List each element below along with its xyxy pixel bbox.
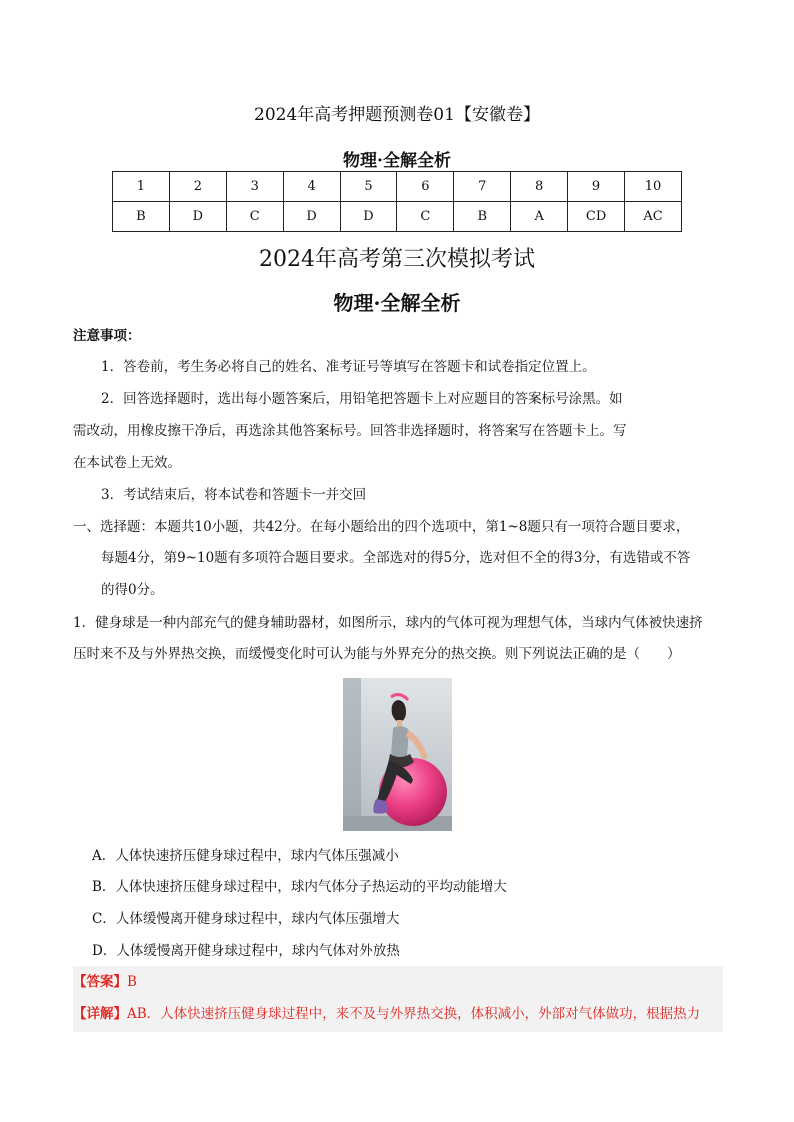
answer-key-number: 1 [113, 172, 170, 202]
answer-key-answer: B [113, 202, 170, 232]
paper-subtitle: 物理·全解全析 [343, 151, 451, 171]
answer-key-answer: B [454, 202, 511, 232]
answer-value: B [127, 974, 137, 990]
option-d: D．人体缓慢离开健身球过程中，球内气体对外放热 [92, 943, 400, 959]
answer-key-answer-row [113, 202, 682, 232]
answer-key-number: 3 [226, 172, 283, 202]
fitness-ball-photo [343, 678, 452, 831]
option-a: A．人体快速挤压健身球过程中，球内气体压强减小 [92, 848, 399, 864]
exam-title: 2024年高考第三次模拟考试 [259, 247, 535, 272]
note-item: 1．答卷前，考生务必将自己的姓名、准考证号等填写在答题卡和试卷指定位置上。 [101, 359, 596, 375]
note-item: 在本试卷上无效。 [73, 455, 181, 471]
answer-key-answer: AC [625, 202, 682, 232]
answer-key-number: 6 [397, 172, 454, 202]
answer-key-answer: CD [568, 202, 625, 232]
question-stem: 压时来不及与外界热交换，而缓慢变化时可认为能与外界充分的热交换。则下列说法正确的是（ ） [73, 646, 681, 662]
answer-key-answer: D [340, 202, 397, 232]
detail-label: 【详解】 [73, 1006, 127, 1022]
answer-line [73, 972, 137, 992]
notes-heading: 注意事项： [73, 328, 141, 344]
answer-key-table [112, 171, 682, 232]
answer-key-answer: D [169, 202, 226, 232]
answer-key-answer: C [397, 202, 454, 232]
answer-key-number: 8 [511, 172, 568, 202]
answer-key-number: 7 [454, 172, 511, 202]
answer-key-answer: C [226, 202, 283, 232]
answer-key-answer: D [283, 202, 340, 232]
exam-subtitle: 物理·全解全析 [333, 291, 461, 315]
section-instructions: 的得0分。 [101, 582, 164, 598]
answer-key-number: 4 [283, 172, 340, 202]
section-instructions: 一、选择题：本题共10小题，共42分。在每小题给出的四个选项中，第1~8题只有一项符合题目要求， [73, 519, 690, 535]
note-item: 3．考试结束后，将本试卷和答题卡一并交回 [101, 487, 367, 503]
detail-text: AB．人体快速挤压健身球过程中，来不及与外界热交换，体积减小，外部对气体做功，根据热力 [127, 1006, 701, 1022]
question-stem: 1．健身球是一种内部充气的健身辅助器材，如图所示，球内的气体可视为理想气体，当球内气体被快速挤 [73, 615, 703, 631]
answer-key-answer: A [511, 202, 568, 232]
answer-key-number: 10 [625, 172, 682, 202]
option-b: B．人体快速挤压健身球过程中，球内气体分子热运动的平均动能增大 [92, 879, 507, 895]
paper-title: 2024年高考押题预测卷01【安徽卷】 [254, 105, 540, 125]
answer-key-number: 5 [340, 172, 397, 202]
detail-line [73, 1004, 700, 1024]
answer-key-number-row [113, 172, 682, 202]
answer-key-number: 2 [169, 172, 226, 202]
section-instructions: 每题4分，第9~10题有多项符合题目要求。全部选对的得5分，选对但不全的得3分，有选错或不答 [101, 550, 691, 566]
note-item: 2．回答选择题时，选出每小题答案后，用铅笔把答题卡上对应题目的答案标号涂黑。如 [101, 391, 623, 407]
option-c: C．人体缓慢离开健身球过程中，球内气体压强增大 [92, 911, 400, 927]
answer-key-number: 9 [568, 172, 625, 202]
note-item: 需改动，用橡皮擦干净后，再选涂其他答案标号。回答非选择题时，将答案写在答题卡上。写 [73, 423, 627, 439]
answer-label: 【答案】 [73, 974, 127, 990]
